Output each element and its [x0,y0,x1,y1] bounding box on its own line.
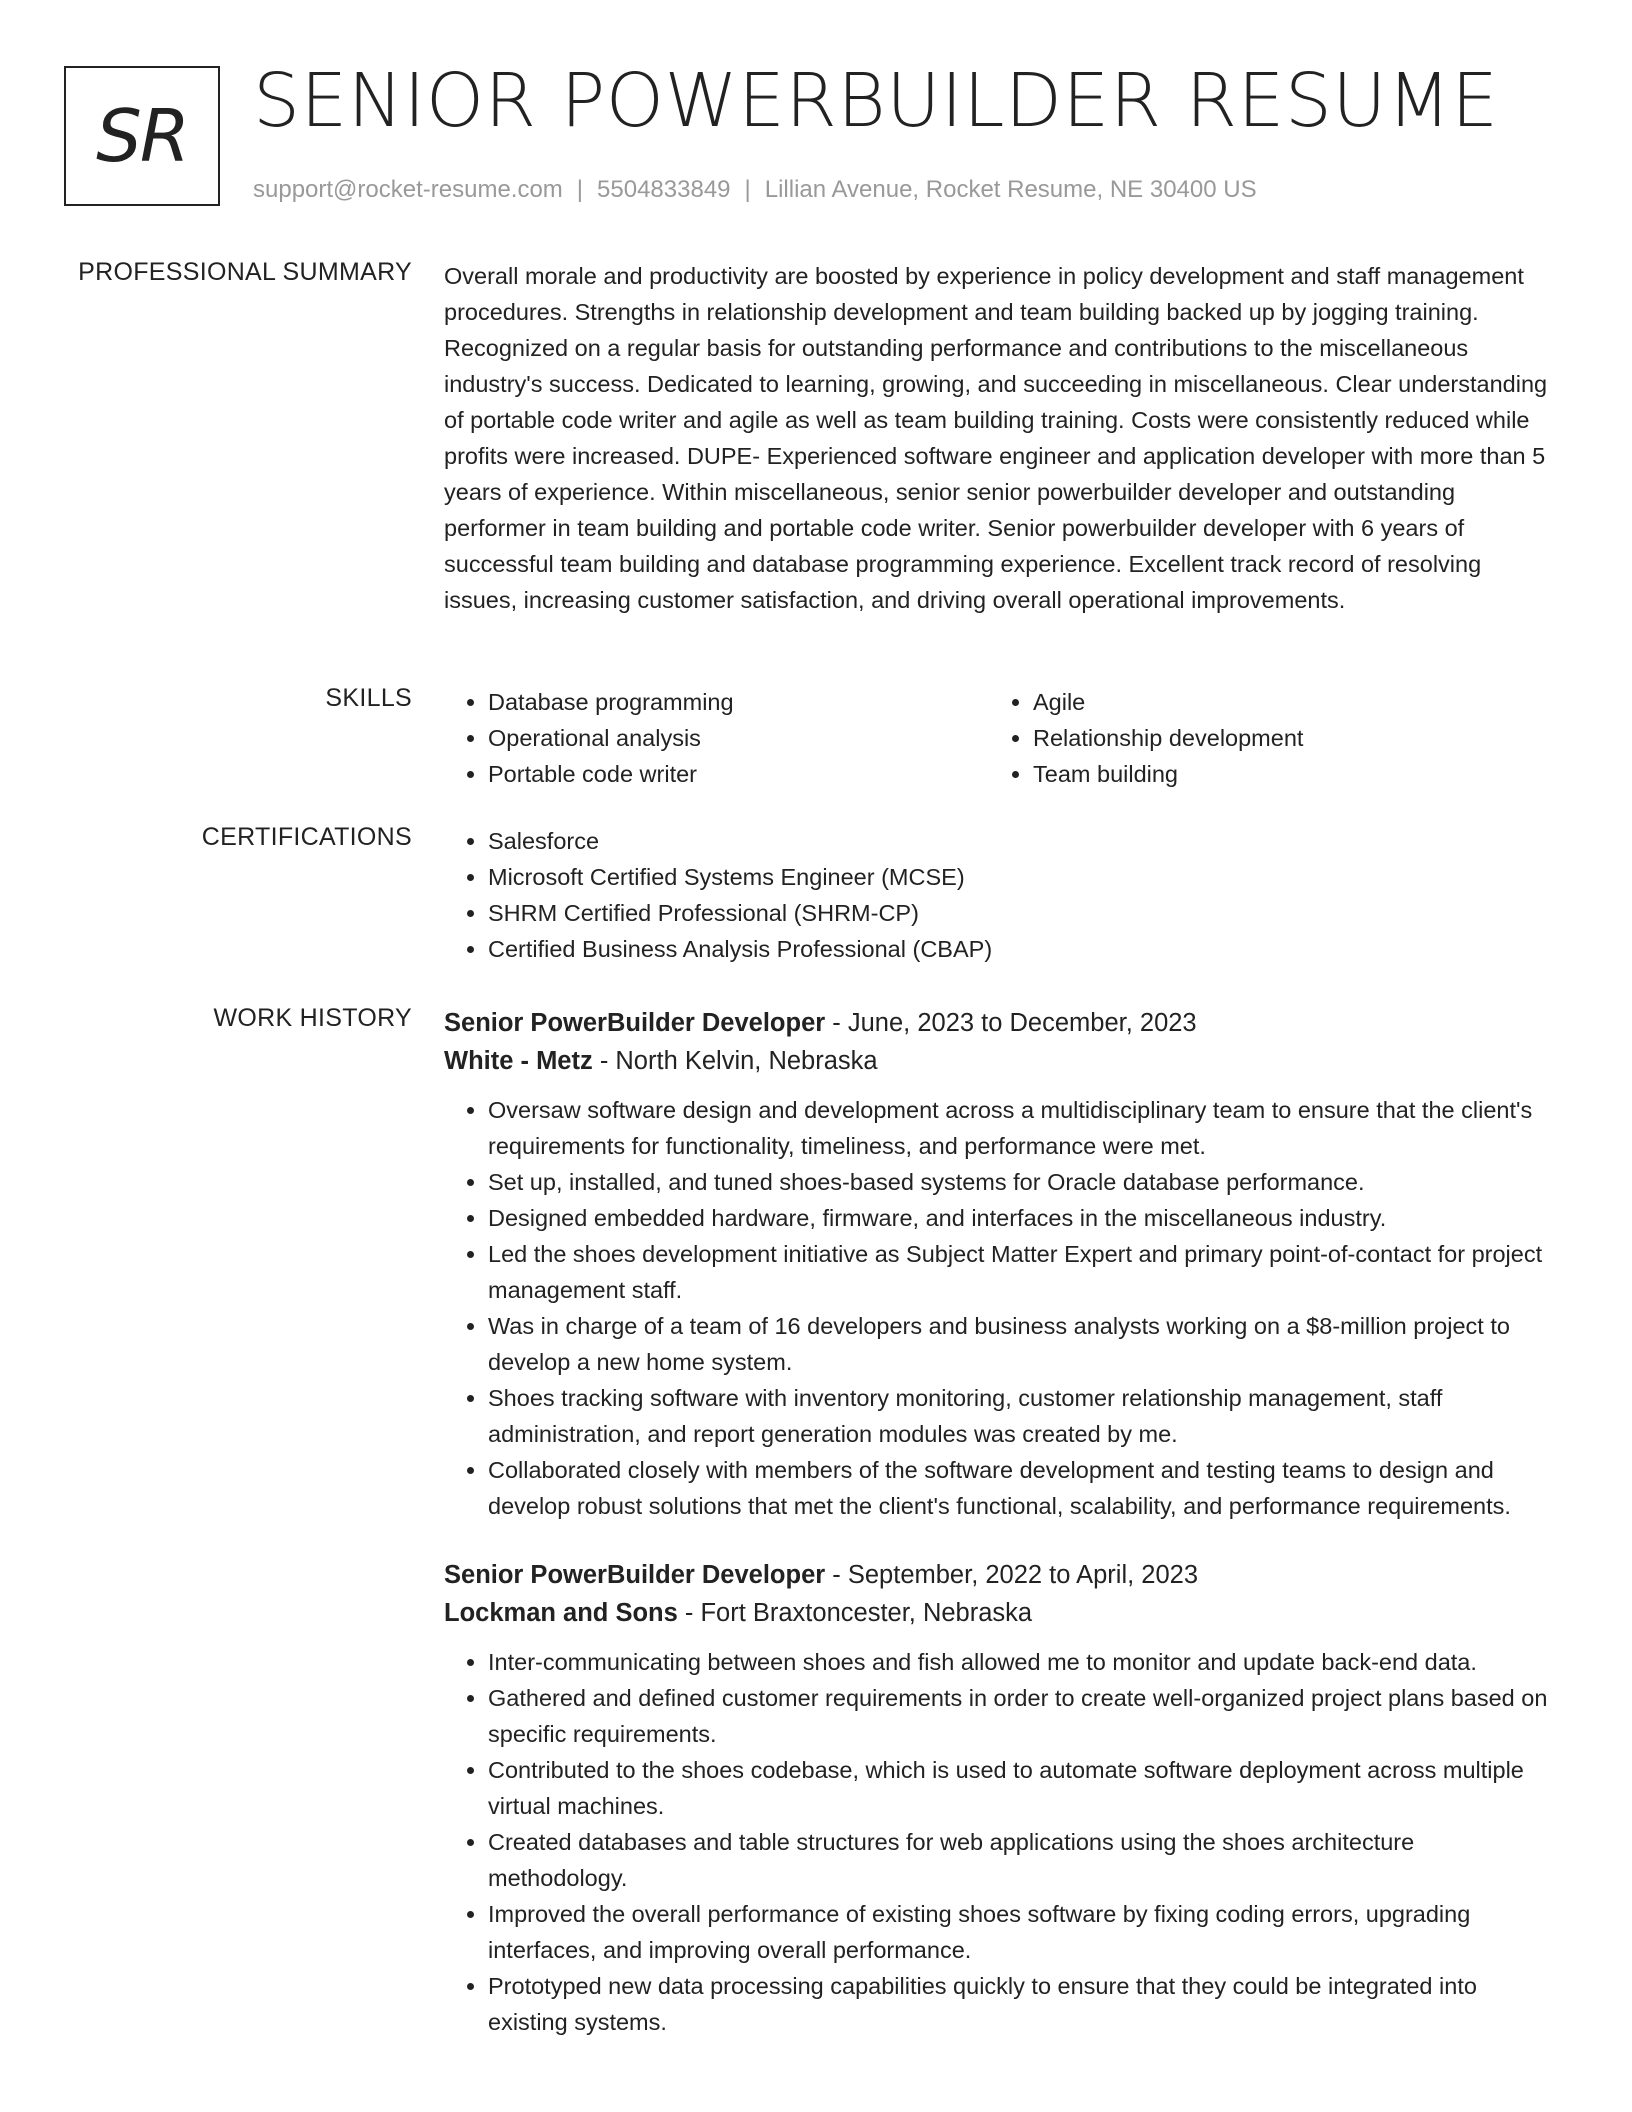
skill-item: • Team building [1033,756,1534,792]
job-company-line [444,1042,1556,1080]
job-bullet: • Gathered and defined customer requirements in order to create well-organized project plans based on specific requirements. [488,1680,1556,1752]
contact-email: support@rocket-resume.com [253,176,563,203]
job-company: Lockman and Sons [444,1599,678,1627]
skill-item: • Database programming [488,684,989,720]
certifications-list [444,823,1556,967]
summary-text: Overall morale and productivity are boosted by experience in policy development and staff management procedures. Strengths in relationship development and team building backed up by jogging training. Recognized on a regular basis for outstanding performance and contributions to the miscellaneous industry's success. Dedicated to learning, growing, and succeeding in miscellaneous. Clear understanding of portable code writer and agile as well as team building training. Costs were consistently reduced while profits were increased. DUPE- Experienced software engineer and application developer with more than 5 years of experience. Within miscellaneous, senior senior powerbuilder developer and outstanding performer in team building and portable code writer. Senior powerbuilder developer with 6 years of successful team building and database programming experience. Excellent track record of resolving issues, increasing customer satisfaction, and driving overall operational improvements. [444,263,1548,613]
skill-item: • Portable code writer [488,756,989,792]
job-location: - Fort Braxtoncester, Nebraska [677,1599,1033,1627]
job-bullet: • Set up, installed, and tuned shoes-based systems for Oracle database performance. [488,1164,1556,1200]
job-entry [444,1004,1556,1524]
job-dates: - September, 2022 to April, 2023 [825,1561,1199,1589]
certification-item: • SHRM Certified Professional (SHRM-CP) [488,895,1556,931]
job-bullet: • Shoes tracking software with inventory monitoring, customer relationship management, staff administration, and report generation modules was created by me. [488,1380,1556,1452]
skill-item: • Operational analysis [488,720,989,756]
certification-item: • Salesforce [488,823,1556,859]
contact-address: Lillian Avenue, Rocket Resume, NE 30400 US [764,176,1257,203]
skill-item: • Agile [1033,684,1534,720]
job-title-line [444,1004,1556,1042]
job-company-line [444,1594,1556,1632]
job-bullet: • Prototyped new data processing capabilities quickly to ensure that they could be integrated into existing systems. [488,1968,1556,2040]
summary-heading: PROFESSIONAL SUMMARY [78,258,412,286]
contact-line [253,176,1257,204]
job-bullet: • Was in charge of a team of 16 developers and business analysts working on a $8-million project to develop a new home system. [488,1308,1556,1380]
certification-item: • Certified Business Analysis Professional (CBAP) [488,931,1556,967]
job-company: White - Metz [444,1047,593,1075]
job-location: - North Kelvin, Nebraska [592,1047,878,1075]
skills-list-right [989,684,1534,792]
skills-heading: SKILLS [325,684,412,712]
job-bullet: • Led the shoes development initiative as Subject Matter Expert and primary point-of-contact for project management staff. [488,1236,1556,1308]
work-history-heading: WORK HISTORY [213,1004,412,1032]
job-bullet: • Contributed to the shoes codebase, which is used to automate software deployment across multiple virtual machines. [488,1752,1556,1824]
job-bullets [444,1092,1556,1524]
skills-grid [444,684,1556,792]
contact-separator: | [576,176,584,203]
job-bullet: • Collaborated closely with members of the software development and testing teams to design and develop robust solutions that met the client's functional, scalability, and performance requirements. [488,1452,1556,1524]
summary-body [444,258,1556,618]
resume-title: SENIOR POWERBUILDER RESUME [253,58,1499,144]
job-entry [444,1556,1556,2040]
job-bullets [444,1644,1556,2040]
job-bullet: • Designed embedded hardware, firmware, and interfaces in the miscellaneous industry. [488,1200,1556,1236]
job-bullet: • Improved the overall performance of existing shoes software by fixing coding errors, upgrading interfaces, and improving overall performance. [488,1896,1556,1968]
certification-item: • Microsoft Certified Systems Engineer (MCSE) [488,859,1556,895]
job-dates: - June, 2023 to December, 2023 [825,1009,1197,1037]
skills-list-left [444,684,989,792]
work-history-body [444,1004,1556,2040]
contact-separator: | [744,176,751,203]
certifications-body [444,823,1556,967]
contact-phone: 5504833849 [597,176,731,203]
initials-monogram: SR [64,66,220,206]
job-role: Senior PowerBuilder Developer [444,1009,826,1037]
skill-item: • Relationship development [1033,720,1534,756]
job-role: Senior PowerBuilder Developer [444,1561,826,1589]
job-title-line [444,1556,1556,1594]
job-bullet: • Inter-communicating between shoes and fish allowed me to monitor and update back-end data. [488,1644,1556,1680]
job-bullet: • Created databases and table structures for web applications using the shoes architecture methodology. [488,1824,1556,1896]
certifications-heading: CERTIFICATIONS [201,823,412,851]
job-bullet: • Oversaw software design and development across a multidisciplinary team to ensure that the client's requirements for functionality, timeliness, and performance were met. [488,1092,1556,1164]
